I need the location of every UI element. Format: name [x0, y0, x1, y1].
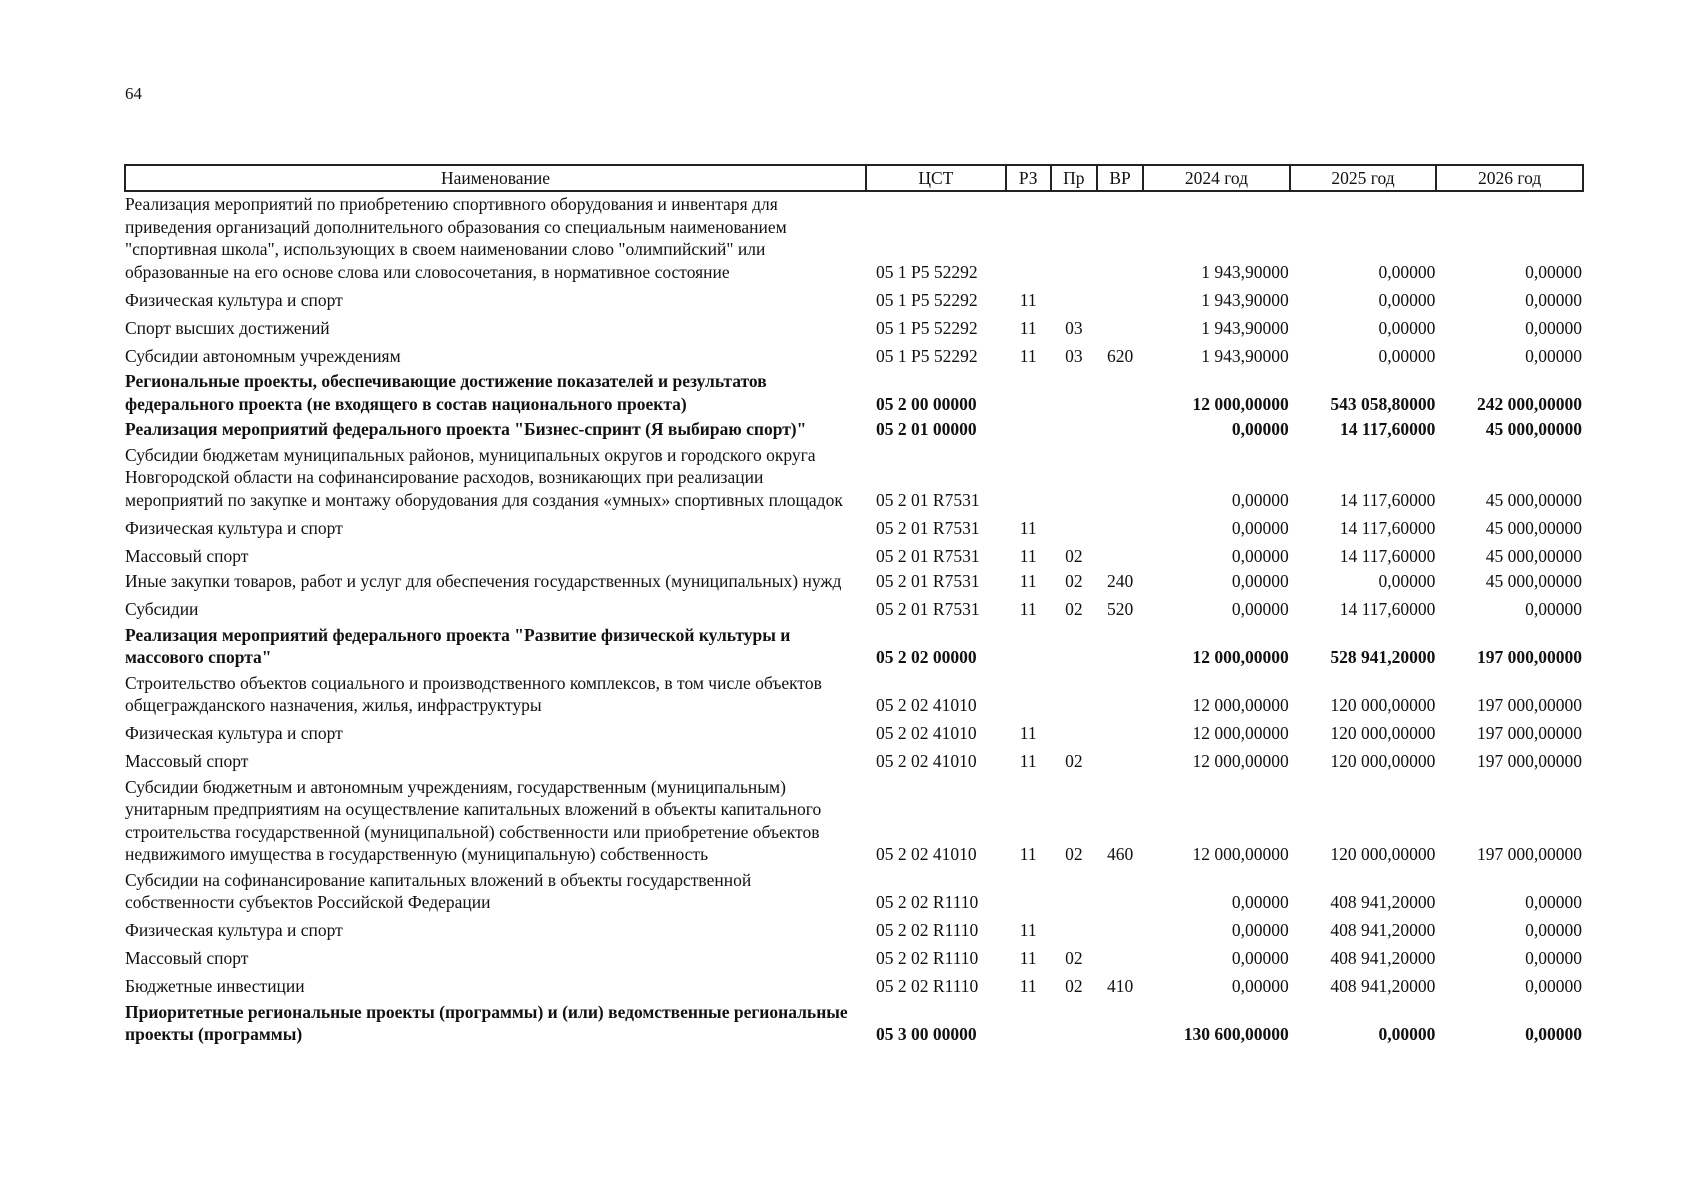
cell-rz [1006, 671, 1051, 719]
table-row [125, 541, 1583, 569]
cell-2024: 12 000,00000 [1192, 695, 1289, 715]
cell-cst: 05 1 Р5 52292 [876, 345, 978, 366]
cell-pr [1051, 719, 1097, 747]
table-row [125, 944, 1583, 972]
cell-vr [1097, 191, 1143, 285]
cell-pr: 02 [1065, 948, 1083, 968]
cell-name: Иные закупки товаров, работ и услуг для обеспечения государственных (муниципальных) нужд [125, 571, 842, 591]
cell-cst: 05 2 01 R7531 [876, 599, 980, 619]
cell-rz: 11 [1019, 317, 1037, 338]
cell-2026: 197 000,00000 [1477, 844, 1582, 864]
table-row [125, 569, 1583, 595]
cell-name: Приоритетные региональные проекты (программы) и (или) ведомственные региональные проекты (программы) [125, 1001, 848, 1044]
cell-vr [1097, 285, 1143, 313]
cell-2025: 14 117,60000 [1340, 419, 1436, 439]
cell-2025: 14 117,60000 [1339, 517, 1436, 538]
cell-2026: 197 000,00000 [1477, 723, 1582, 743]
cell-2026: 197 000,00000 [1477, 695, 1582, 715]
cell-cst: 05 2 00 00000 [876, 393, 977, 414]
cell-pr [1051, 671, 1097, 719]
cell-name: Массовый спорт [125, 948, 249, 968]
cell-rz [1006, 443, 1051, 514]
table-row [125, 285, 1583, 313]
header-vr: ВР [1097, 165, 1143, 191]
cell-name: Физическая культура и спорт [125, 920, 343, 940]
cell-vr [1097, 623, 1143, 671]
table-row [125, 191, 1583, 285]
cell-2026: 45 000,00000 [1485, 545, 1582, 566]
cell-2024: 0,00000 [1231, 545, 1289, 566]
cell-2025: 14 117,60000 [1339, 599, 1436, 619]
cell-2026: 0,00000 [1525, 317, 1582, 338]
cell-2024: 0,00000 [1231, 920, 1289, 940]
cell-2025: 0,00000 [1378, 571, 1436, 591]
cell-cst: 05 2 02 R1110 [876, 948, 979, 968]
cell-rz: 11 [1019, 751, 1037, 771]
cell-2024: 1 943,90000 [1201, 317, 1289, 338]
cell-rz: 11 [1019, 289, 1037, 310]
cell-cst: 05 1 Р5 52292 [876, 289, 978, 310]
cell-2024: 0,00000 [1231, 599, 1289, 619]
cell-2025: 0,00000 [1378, 289, 1436, 310]
cell-2025: 408 941,20000 [1330, 892, 1436, 912]
cell-2025: 528 941,20000 [1330, 647, 1436, 667]
cell-rz: 11 [1019, 948, 1037, 968]
cell-2025: 0,00000 [1378, 345, 1436, 366]
cell-cst: 05 2 02 00000 [876, 647, 977, 667]
cell-pr: 02 [1065, 751, 1083, 771]
cell-name: Спорт высших достижений [125, 317, 330, 338]
cell-name: Реализация мероприятий федерального проекта "Развитие физической культуры и массового спорта" [125, 624, 791, 667]
cell-2026: 45 000,00000 [1485, 489, 1582, 510]
cell-2026: 45 000,00000 [1485, 517, 1582, 538]
cell-pr: 03 [1065, 317, 1083, 338]
cell-2024: 1 943,90000 [1201, 261, 1289, 282]
cell-pr [1051, 513, 1097, 541]
header-name: Наименование [125, 165, 866, 191]
cell-pr: 02 [1065, 545, 1083, 566]
cell-rz [1006, 868, 1051, 916]
cell-2026: 197 000,00000 [1477, 751, 1582, 771]
cell-cst: 05 2 02 R1110 [876, 920, 979, 940]
cell-2025: 14 117,60000 [1339, 545, 1436, 566]
cell-name: Реализация мероприятий федерального проекта "Бизнес-спринт (Я выбираю спорт)" [125, 419, 807, 439]
cell-vr [1097, 868, 1143, 916]
cell-vr [1097, 313, 1143, 341]
cell-cst: 05 2 02 41010 [876, 751, 977, 771]
cell-vr [1097, 944, 1143, 972]
cell-rz: 11 [1019, 545, 1037, 566]
cell-vr [1097, 417, 1143, 443]
cell-name: Массовый спорт [125, 545, 249, 566]
cell-cst: 05 2 02 41010 [876, 723, 977, 743]
table-header-row [125, 165, 1583, 191]
cell-rz: 11 [1019, 844, 1037, 864]
cell-rz [1006, 1000, 1051, 1048]
cell-rz: 11 [1019, 723, 1037, 743]
cell-rz [1006, 369, 1051, 417]
table-row [125, 747, 1583, 775]
cell-2026: 0,00000 [1525, 920, 1582, 940]
cell-name: Субсидии бюджетным и автономным учреждениям, государственным (муниципальным) унитарным предприятиям на осуществление капитальных вложений в объекты капитального строительства государственной (муниципальной) собственности или приобретение объектов недвижимого имущества в государственную (муниципальную) собственность [125, 776, 822, 864]
cell-2024: 0,00000 [1231, 419, 1289, 439]
table-body [125, 191, 1583, 1048]
cell-vr [1097, 369, 1143, 417]
cell-pr [1051, 916, 1097, 944]
cell-2024: 0,00000 [1231, 489, 1289, 510]
cell-cst: 05 2 02 41010 [876, 695, 977, 715]
cell-2025: 120 000,00000 [1330, 844, 1436, 864]
cell-pr [1051, 285, 1097, 313]
cell-vr [1097, 541, 1143, 569]
cell-2024: 0,00000 [1231, 892, 1289, 912]
cell-vr [1097, 747, 1143, 775]
cell-rz: 11 [1019, 976, 1037, 996]
cell-pr [1051, 623, 1097, 671]
cell-cst: 05 2 01 R7531 [876, 489, 980, 510]
cell-pr [1051, 1000, 1097, 1048]
cell-2026: 0,00000 [1525, 345, 1582, 366]
cell-2025: 543 058,80000 [1330, 393, 1436, 414]
cell-pr [1051, 191, 1097, 285]
cell-name: Физическая культура и спорт [125, 723, 343, 743]
cell-vr: 410 [1106, 976, 1134, 996]
page-number: 64 [125, 84, 142, 103]
cell-vr [1097, 719, 1143, 747]
cell-rz: 11 [1019, 920, 1037, 940]
cell-2026: 0,00000 [1525, 892, 1582, 912]
cell-name: Физическая культура и спорт [125, 517, 343, 538]
cell-name: Субсидии [125, 599, 199, 619]
cell-vr [1097, 671, 1143, 719]
cell-pr [1051, 443, 1097, 514]
header-2025: 2025 год [1290, 165, 1437, 191]
cell-2025: 408 941,20000 [1330, 920, 1436, 940]
table-row [125, 623, 1583, 671]
cell-2025: 14 117,60000 [1339, 489, 1436, 510]
cell-rz [1006, 191, 1051, 285]
cell-2024: 1 943,90000 [1201, 289, 1289, 310]
header-pr: Пр [1051, 165, 1097, 191]
cell-2024: 12 000,00000 [1192, 844, 1289, 864]
table-row [125, 513, 1583, 541]
cell-2025: 408 941,20000 [1330, 948, 1436, 968]
cell-cst: 05 3 00 00000 [876, 1024, 977, 1044]
cell-rz: 11 [1019, 345, 1037, 366]
cell-cst: 05 1 Р5 52292 [876, 317, 978, 338]
table-row [125, 313, 1583, 341]
cell-2024: 12 000,00000 [1192, 393, 1289, 414]
cell-2024: 130 600,00000 [1183, 1024, 1289, 1044]
table-row [125, 341, 1583, 369]
cell-pr [1051, 417, 1097, 443]
cell-2025: 120 000,00000 [1330, 751, 1436, 771]
table-row [125, 719, 1583, 747]
cell-cst: 05 1 Р5 52292 [876, 261, 978, 282]
cell-2026: 45 000,00000 [1485, 571, 1582, 591]
cell-cst: 05 2 01 R7531 [876, 517, 980, 538]
cell-2026: 0,00000 [1525, 948, 1582, 968]
cell-rz [1006, 623, 1051, 671]
cell-2024: 0,00000 [1231, 517, 1289, 538]
cell-name: Физическая культура и спорт [125, 289, 343, 310]
cell-name: Субсидии автономным учреждениям [125, 345, 401, 366]
cell-2024: 12 000,00000 [1192, 647, 1289, 667]
cell-cst: 05 2 01 R7531 [876, 545, 980, 566]
cell-vr: 520 [1106, 599, 1134, 619]
cell-cst: 05 2 01 00000 [876, 419, 977, 439]
cell-pr: 02 [1065, 976, 1083, 996]
cell-cst: 05 2 02 41010 [876, 844, 977, 864]
cell-name: Строительство объектов социального и производственного комплексов, в том числе объектов общегражданского назначения, жилья, инфраструктуры [125, 672, 822, 715]
cell-name: Реализация мероприятий по приобретению спортивного оборудования и инвентаря для приведения организаций дополнительного образования со специальным наименованием "спортивная школа", использующих в своем наименовании слово "олимпийский" или образованные на его основе слова или словосочетания, в нормативное состояние [125, 194, 787, 282]
cell-name: Бюджетные инвестиции [125, 976, 305, 996]
cell-cst: 05 2 02 R1110 [876, 892, 979, 912]
cell-2025: 0,00000 [1378, 317, 1436, 338]
cell-2026: 0,00000 [1525, 289, 1582, 310]
cell-vr: 460 [1106, 844, 1134, 864]
table-row [125, 417, 1583, 443]
table-row [125, 868, 1583, 916]
cell-vr [1097, 916, 1143, 944]
cell-2024: 0,00000 [1231, 571, 1289, 591]
cell-vr [1097, 443, 1143, 514]
cell-2026: 242 000,00000 [1477, 393, 1582, 414]
budget-table [124, 164, 1584, 1048]
table-row [125, 972, 1583, 1000]
cell-2025: 0,00000 [1378, 261, 1436, 282]
cell-2026: 0,00000 [1525, 976, 1582, 996]
header-cst: ЦСТ [866, 165, 1006, 191]
cell-2026: 45 000,00000 [1485, 419, 1582, 439]
cell-rz: 11 [1019, 571, 1037, 591]
cell-name: Региональные проекты, обеспечивающие достижение показателей и результатов федерального проекта (не входящего в состав национального проекта) [125, 371, 767, 414]
table-row [125, 775, 1583, 868]
cell-rz: 11 [1019, 517, 1037, 538]
cell-vr [1097, 1000, 1143, 1048]
cell-2024: 1 943,90000 [1201, 345, 1289, 366]
header-2026: 2026 год [1436, 165, 1583, 191]
cell-2025: 0,00000 [1378, 1024, 1436, 1044]
cell-2026: 197 000,00000 [1477, 647, 1582, 667]
cell-vr: 240 [1106, 571, 1134, 591]
cell-2024: 0,00000 [1231, 976, 1289, 996]
cell-pr [1051, 868, 1097, 916]
table-row [125, 369, 1583, 417]
cell-2026: 0,00000 [1525, 261, 1582, 282]
cell-2024: 12 000,00000 [1192, 723, 1289, 743]
cell-rz [1006, 417, 1051, 443]
table-row [125, 595, 1583, 623]
cell-pr: 02 [1065, 599, 1083, 619]
cell-2025: 120 000,00000 [1330, 723, 1436, 743]
cell-2026: 0,00000 [1525, 599, 1582, 619]
cell-2026: 0,00000 [1525, 1024, 1582, 1044]
cell-cst: 05 2 01 R7531 [876, 571, 980, 591]
header-rz: РЗ [1006, 165, 1051, 191]
cell-pr: 03 [1065, 345, 1083, 366]
table-row [125, 916, 1583, 944]
cell-cst: 05 2 02 R1110 [876, 976, 979, 996]
cell-rz: 11 [1019, 599, 1037, 619]
cell-name: Субсидии бюджетам муниципальных районов, муниципальных округов и городского округа Новгородской области на софинансирование расходов, возникающих при реализации мероприятий по закупке и монтажу оборудования для создания «умных» спортивных площадок [125, 444, 843, 510]
cell-name: Массовый спорт [125, 751, 249, 771]
cell-pr: 02 [1065, 571, 1083, 591]
cell-2025: 120 000,00000 [1330, 695, 1436, 715]
table-row [125, 1000, 1583, 1048]
cell-2024: 12 000,00000 [1192, 751, 1289, 771]
cell-name: Субсидии на софинансирование капитальных вложений в объекты государственной собственности субъектов Российской Федерации [125, 869, 752, 912]
header-2024: 2024 год [1143, 165, 1290, 191]
cell-pr: 02 [1065, 844, 1083, 864]
cell-vr: 620 [1106, 345, 1134, 366]
cell-pr [1051, 369, 1097, 417]
cell-2025: 408 941,20000 [1330, 976, 1436, 996]
table-row [125, 443, 1583, 514]
cell-2024: 0,00000 [1231, 948, 1289, 968]
cell-vr [1097, 513, 1143, 541]
table-row [125, 671, 1583, 719]
